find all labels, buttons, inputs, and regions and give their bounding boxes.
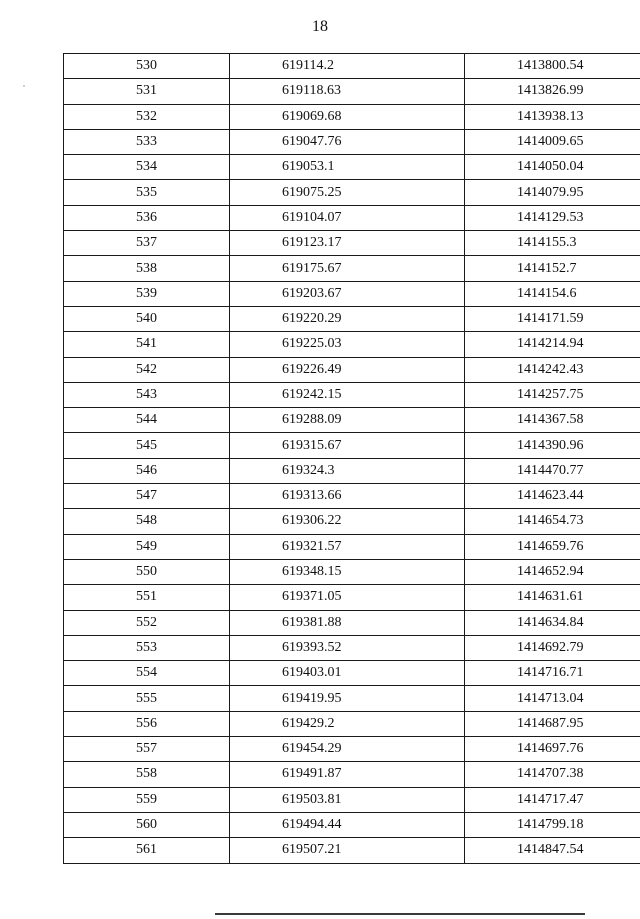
point-number-cell: 538 xyxy=(64,256,230,281)
point-number-cell: 559 xyxy=(64,787,230,812)
point-number-cell: 560 xyxy=(64,812,230,837)
table-row xyxy=(64,408,640,433)
y-coordinate-cell: 1414847.54 xyxy=(465,838,640,863)
table-row xyxy=(64,812,640,837)
x-coordinate-cell: 619491.87 xyxy=(230,762,465,787)
point-number-cell: 534 xyxy=(64,155,230,180)
y-coordinate-cell: 1414631.61 xyxy=(465,585,640,610)
table-row xyxy=(64,610,640,635)
y-coordinate-cell: 1414687.95 xyxy=(465,711,640,736)
table-row xyxy=(64,306,640,331)
y-coordinate-cell: 1414692.79 xyxy=(465,635,640,660)
x-coordinate-cell: 619371.05 xyxy=(230,585,465,610)
x-coordinate-cell: 619419.95 xyxy=(230,686,465,711)
x-coordinate-cell: 619123.17 xyxy=(230,231,465,256)
x-coordinate-cell: 619114.2 xyxy=(230,54,465,79)
x-coordinate-cell: 619069.68 xyxy=(230,104,465,129)
y-coordinate-cell: 1414623.44 xyxy=(465,484,640,509)
y-coordinate-cell: 1414155.3 xyxy=(465,231,640,256)
y-coordinate-cell: 1414050.04 xyxy=(465,155,640,180)
table-row xyxy=(64,332,640,357)
point-number-cell: 547 xyxy=(64,484,230,509)
point-number-cell: 552 xyxy=(64,610,230,635)
table-row xyxy=(64,686,640,711)
scan-artifact-line xyxy=(215,913,585,915)
x-coordinate-cell: 619324.3 xyxy=(230,458,465,483)
y-coordinate-cell: 1414242.43 xyxy=(465,357,640,382)
table-row xyxy=(64,762,640,787)
point-number-cell: 554 xyxy=(64,661,230,686)
point-number-cell: 556 xyxy=(64,711,230,736)
table-row xyxy=(64,711,640,736)
y-coordinate-cell: 1414171.59 xyxy=(465,306,640,331)
scan-artifact-dot xyxy=(23,85,25,87)
y-coordinate-cell: 1414707.38 xyxy=(465,762,640,787)
point-number-cell: 530 xyxy=(64,54,230,79)
table-row xyxy=(64,585,640,610)
y-coordinate-cell: 1413826.99 xyxy=(465,79,640,104)
table-row xyxy=(64,205,640,230)
y-coordinate-cell: 1414367.58 xyxy=(465,408,640,433)
point-number-cell: 542 xyxy=(64,357,230,382)
x-coordinate-cell: 619118.63 xyxy=(230,79,465,104)
y-coordinate-cell: 1414154.6 xyxy=(465,281,640,306)
y-coordinate-cell: 1414716.71 xyxy=(465,661,640,686)
point-number-cell: 541 xyxy=(64,332,230,357)
table-row xyxy=(64,155,640,180)
point-number-cell: 531 xyxy=(64,79,230,104)
point-number-cell: 553 xyxy=(64,635,230,660)
y-coordinate-cell: 1414654.73 xyxy=(465,509,640,534)
table-row xyxy=(64,838,640,863)
table-row xyxy=(64,54,640,79)
x-coordinate-cell: 619242.15 xyxy=(230,382,465,407)
x-coordinate-cell: 619315.67 xyxy=(230,433,465,458)
x-coordinate-cell: 619220.29 xyxy=(230,306,465,331)
point-number-cell: 539 xyxy=(64,281,230,306)
table-row xyxy=(64,256,640,281)
point-number-cell: 551 xyxy=(64,585,230,610)
y-coordinate-cell: 1414697.76 xyxy=(465,737,640,762)
point-number-cell: 536 xyxy=(64,205,230,230)
y-coordinate-cell: 1414152.7 xyxy=(465,256,640,281)
table-row xyxy=(64,509,640,534)
x-coordinate-cell: 619313.66 xyxy=(230,484,465,509)
x-coordinate-cell: 619306.22 xyxy=(230,509,465,534)
point-number-cell: 561 xyxy=(64,838,230,863)
table-row xyxy=(64,382,640,407)
point-number-cell: 558 xyxy=(64,762,230,787)
x-coordinate-cell: 619226.49 xyxy=(230,357,465,382)
table-row xyxy=(64,484,640,509)
y-coordinate-cell: 1414799.18 xyxy=(465,812,640,837)
point-number-cell: 557 xyxy=(64,737,230,762)
table-row xyxy=(64,79,640,104)
x-coordinate-cell: 619203.67 xyxy=(230,281,465,306)
x-coordinate-cell: 619225.03 xyxy=(230,332,465,357)
table-row xyxy=(64,458,640,483)
point-number-cell: 537 xyxy=(64,231,230,256)
table-row xyxy=(64,281,640,306)
y-coordinate-cell: 1414009.65 xyxy=(465,129,640,154)
table-row xyxy=(64,737,640,762)
coordinates-table-body xyxy=(64,54,640,864)
point-number-cell: 533 xyxy=(64,129,230,154)
coordinates-table xyxy=(63,53,640,864)
table-row xyxy=(64,559,640,584)
point-number-cell: 548 xyxy=(64,509,230,534)
x-coordinate-cell: 619503.81 xyxy=(230,787,465,812)
y-coordinate-cell: 1413800.54 xyxy=(465,54,640,79)
x-coordinate-cell: 619494.44 xyxy=(230,812,465,837)
table-row xyxy=(64,357,640,382)
y-coordinate-cell: 1414214.94 xyxy=(465,332,640,357)
table-row xyxy=(64,231,640,256)
y-coordinate-cell: 1414257.75 xyxy=(465,382,640,407)
x-coordinate-cell: 619393.52 xyxy=(230,635,465,660)
point-number-cell: 549 xyxy=(64,534,230,559)
x-coordinate-cell: 619381.88 xyxy=(230,610,465,635)
table-row xyxy=(64,787,640,812)
x-coordinate-cell: 619507.21 xyxy=(230,838,465,863)
point-number-cell: 544 xyxy=(64,408,230,433)
x-coordinate-cell: 619454.29 xyxy=(230,737,465,762)
point-number-cell: 555 xyxy=(64,686,230,711)
point-number-cell: 546 xyxy=(64,458,230,483)
table-row xyxy=(64,534,640,559)
y-coordinate-cell: 1414390.96 xyxy=(465,433,640,458)
table-row xyxy=(64,180,640,205)
y-coordinate-cell: 1414717.47 xyxy=(465,787,640,812)
point-number-cell: 540 xyxy=(64,306,230,331)
page-number: 18 xyxy=(312,18,328,35)
x-coordinate-cell: 619175.67 xyxy=(230,256,465,281)
y-coordinate-cell: 1414470.77 xyxy=(465,458,640,483)
x-coordinate-cell: 619288.09 xyxy=(230,408,465,433)
y-coordinate-cell: 1414129.53 xyxy=(465,205,640,230)
x-coordinate-cell: 619047.76 xyxy=(230,129,465,154)
x-coordinate-cell: 619321.57 xyxy=(230,534,465,559)
table-row xyxy=(64,661,640,686)
y-coordinate-cell: 1414079.95 xyxy=(465,180,640,205)
x-coordinate-cell: 619403.01 xyxy=(230,661,465,686)
table-row xyxy=(64,635,640,660)
y-coordinate-cell: 1414659.76 xyxy=(465,534,640,559)
x-coordinate-cell: 619348.15 xyxy=(230,559,465,584)
table-row xyxy=(64,129,640,154)
x-coordinate-cell: 619075.25 xyxy=(230,180,465,205)
point-number-cell: 543 xyxy=(64,382,230,407)
point-number-cell: 550 xyxy=(64,559,230,584)
table-row xyxy=(64,433,640,458)
table-row xyxy=(64,104,640,129)
x-coordinate-cell: 619429.2 xyxy=(230,711,465,736)
y-coordinate-cell: 1414634.84 xyxy=(465,610,640,635)
point-number-cell: 535 xyxy=(64,180,230,205)
y-coordinate-cell: 1413938.13 xyxy=(465,104,640,129)
x-coordinate-cell: 619104.07 xyxy=(230,205,465,230)
y-coordinate-cell: 1414713.04 xyxy=(465,686,640,711)
point-number-cell: 545 xyxy=(64,433,230,458)
y-coordinate-cell: 1414652.94 xyxy=(465,559,640,584)
x-coordinate-cell: 619053.1 xyxy=(230,155,465,180)
point-number-cell: 532 xyxy=(64,104,230,129)
